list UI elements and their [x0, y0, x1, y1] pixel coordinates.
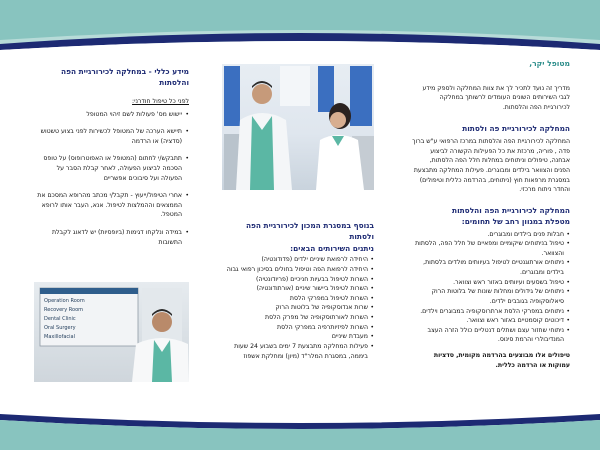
doctor-sign-image: [34, 282, 189, 382]
middle-column: [222, 220, 374, 367]
list-item: • השרות לאורתוסקופיה של מפרק הלסת: [222, 313, 374, 323]
list-item: • תתבקש/י לחתום (המטופל או האפוטרופוס) על טופס הסכמה לביצוע הפעולה, לאחר קבלת הסבר על הפעולה ועל סיבוכים אפשריים: [34, 154, 189, 183]
services-title-line1: בנוסף במסגרת המכון לכירורגיית הפה ולסתות: [245, 221, 374, 242]
general-info-title: מידע כללי - במחלקה לכירורגיית הפה והלסתות: [61, 67, 189, 88]
left-column: [34, 66, 189, 255]
list-item: • שרות אנדוסקופיה של בלוטות הרוק: [222, 303, 374, 313]
list-item: • השרות לפיזיותרפיה במפרקי הלסת: [222, 323, 374, 333]
list-item: • אחרי הטיפול/ייעוץ - תקבל/י מכתב מהרופא המסכם את הממצאים וההמלצות לטיפול. אנא, העבר אותו לרופא המטפל.: [34, 191, 189, 220]
list-item: • ניתוחים במפרקי הלסת ארתרוסקופיה במבוגרים וילדים.: [412, 307, 570, 317]
scope-title-line2: מטפלת במגוון רחב של תחומים:: [461, 217, 570, 227]
footer-band: [0, 410, 600, 450]
sign-line: Recovery Room: [44, 307, 84, 313]
list-item: • השרות לטיפול ביישור שיניים (אורתודונטיה): [222, 284, 374, 294]
scope-title-line1: המחלקה לכירורגיית הפה והלסתות: [452, 205, 570, 215]
general-info-list: [34, 110, 189, 248]
list-item: • ניתוחים של גידולים ומחלות שונות של בלוטות הרוק סיאלוסקופיה בגובבים ילדים.: [412, 287, 570, 306]
header-band: [0, 0, 600, 60]
about-title: המחלקה לכירורגיית פה ולסתות: [462, 123, 570, 133]
list-item: • מעבדת שיניים: [222, 332, 374, 342]
list-item: • היחידה לרפואת הפה וטיפול בחולים בסיכון רפואי גבוה: [222, 265, 374, 275]
services-list: [222, 255, 374, 361]
sign-line: Operation Room: [44, 298, 85, 304]
doctor-sign-photo: [34, 282, 189, 382]
list-item: • השרות לטיפול בבעיות חניכיים (פריודונטיה): [222, 275, 374, 285]
greeting: מטופל יקר,: [529, 59, 570, 68]
list-item: • היחידה לרפואת שיניים ילדים (פדודונטיה): [222, 255, 374, 265]
scope-list: [412, 230, 570, 345]
list-item: • פעילות המחלקה מתבצעת 7 ימים בשבוע 24 שעות ביממה, במסגרת המלר"ד (מיון) ומחלקת אשפוז: [222, 342, 374, 361]
services-title: [222, 220, 374, 254]
list-item: • במידה ונלקחו דגימות (ביופסיות) יש לדאוג לקבלת התשובות: [34, 228, 189, 247]
list-item: • ניתוחי שחזור עצם ושתלים דנטליים כולל הזרה העצב המנדיבולרי והרמת סינוס.: [412, 326, 570, 345]
sign-line: Dental Clinic: [44, 316, 76, 322]
list-item: • דיכוטים קוסמטיים באזור ראש וצוואר.: [412, 316, 570, 326]
list-item: • טיפול בניתוחים שיקומיים ומפאיים של חלל הפה, הלסתות והצוואר.: [412, 239, 570, 258]
services-title-line2: ניתנים השירותים הבאים:: [290, 243, 374, 253]
list-item: • השרות לטיפול במפרקי הלסת: [222, 294, 374, 304]
intro-text: מדריך זה נועד לתכיר לך את צוות המחלקה ולספק מידע לגבי השירותים השונים העומדים לרשותך במחלקה לכירורגיית הפה והלסתות.: [422, 84, 570, 111]
staff-photo-image: [222, 64, 374, 190]
list-item: • ניתוחים אורתוגנטיים לטיפול בעיוותים מולדים בלסתות, בילדים ומבוגרים.: [412, 258, 570, 277]
list-item: • תיישא הערכה של המטופל לכשירות לפני בצוע טשטוש (סדציה) או הרדמה: [34, 127, 189, 146]
staff-photo: [222, 64, 374, 190]
anesthesia-note: טיפולים אלו מבוצעים בהרדמה מקומית, סדציות עמוקות או הרדמה כללית.: [433, 351, 570, 369]
list-item: • טיפול בשסעים ועיוותים באזור ראש וצוואר.: [412, 278, 570, 288]
scope-title: [412, 205, 570, 228]
sign-line: Maxillofacial: [44, 334, 75, 340]
list-item: • חבלות פנים בילדים ומבוגרים.: [412, 230, 570, 240]
about-text: המחלקה לכירורגיית הפה והלסתות במרכז הרפואי ע"ש ברוך פדה , פוריה, מרכזת את כל הפעילות הקשורה לביצוע אבחנה, טיפולים וניתוחים במחלות חלל הפה הלסתות, הפנים והצוואר בילדים ומבוגרים. פעילות המחלקה מתבצעת במסגרת מרפאות חוץ (ניתוחים, בהרדמה כללית וטיפולים) והחדר ניתוח מרכזי.: [412, 138, 570, 194]
sign-line: Oral Surgery: [44, 325, 76, 331]
right-column: [412, 58, 570, 370]
before-treatment-label: לפני כל טיפול חודרני:: [132, 97, 189, 105]
list-item: • יישוש מס' פעולות לשם זיהוי המטופל: [34, 110, 189, 120]
